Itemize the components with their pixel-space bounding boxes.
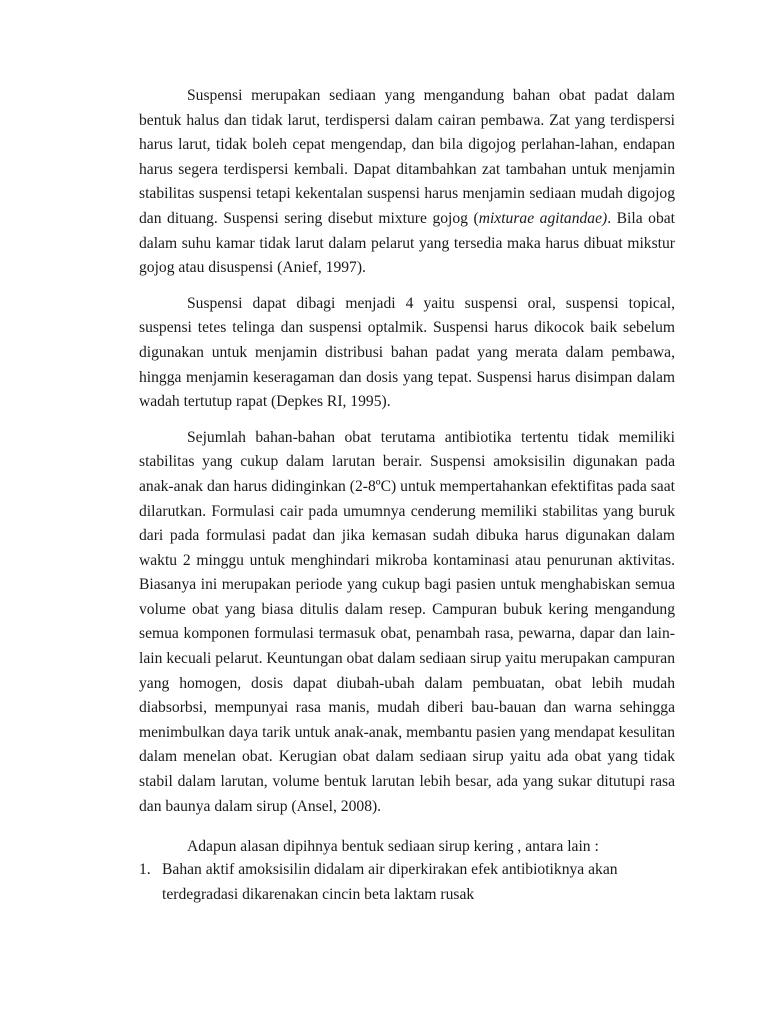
paragraph-suspensi-definition — [139, 84, 675, 281]
list-item-text: Bahan aktif amoksisilin didalam air diperkirakan efek antibiotiknya akan terdegradasi dikarenakan cincin beta laktam rusak — [162, 861, 618, 904]
list-item-number: 1. — [139, 861, 151, 879]
paragraph-antibiotic-stability: Sejumlah bahan-bahan obat terutama antibiotika tertentu tidak memiliki stabilitas yang cukup dalam larutan berair. Suspensi amoksisilin digunakan pada anak-anak dan harus didinginkan (2-8ºC) untuk mempertahankan efektifitas pada saat dilarutkan. Formulasi cair pada umumnya cenderung memiliki stabilitas yang buruk dari pada formulasi padat dan jika kemasan sudah dibuka harus digunakan dalam waktu 2 minggu untuk menghindari mikroba kontaminasi atau penurunan aktivitas. Biasanya ini merupakan periode yang cukup bagi pasien untuk menghabiskan semua volume obat yang biasa ditulis dalam resep. Campuran bubuk kering mengandung semua komponen formulasi termasuk obat, penambah rasa, pewarna, dapar dan lain-lain kecuali pelarut. Keuntungan obat dalam sediaan sirup yaitu merupakan campuran yang homogen, dosis dapat diubah-ubah dalam pembuatan, obat lebih mudah diabsorbsi, mempunyai rasa manis, mudah diberi bau-bauan dan warna sehingga menimbulkan daya tarik untuk anak-anak, membantu pasien yang mendapat kesulitan dalam menelan obat. Kerugian obat dalam sediaan sirup yaitu ada obat yang tidak stabil dalam larutan, volume bentuk larutan lebih besar, ada yang sukar ditutupi rasa dan baunya dalam sirup (Ansel, 2008). — [139, 428, 675, 815]
paragraph-suspensi-types: Suspensi dapat dibagi menjadi 4 yaitu suspensi oral, suspensi topical, suspensi tetes telinga dan suspensi optalmik. Suspensi harus dikocok baik sebelum digunakan untuk menjamin distribusi bahan padat yang merata dalam pembawa, hingga menjamin keseragaman dan dosis yang tepat. Suspensi harus disimpan dalam wadah tertutup rapat (Depkes RI, 1995). — [139, 294, 675, 411]
paragraph-italic-term: mixturae agitandae) — [478, 209, 608, 227]
document-body — [139, 84, 675, 907]
paragraph-reasons-intro: Adapun alasan dipihnya bentuk sediaan sirup kering , antara lain : — [187, 838, 599, 856]
list-item — [139, 857, 675, 907]
paragraph-text-part: . Bila obat dalam suhu kamar tidak larut dalam pelarut yang tersedia maka harus dibuat mikstur gojog atau disuspensi (Anief, 1997). — [139, 209, 676, 277]
paragraph-text-part: Suspensi merupakan sediaan yang mengandung bahan obat padat dalam bentuk halus dan tidak larut, terdispersi dalam cairan pembawa. Zat yang terdispersi harus larut, tidak boleh cepat mengendap, dan bila digojog perlahan-lahan, endapan harus segera terdispersi kembali. Dapat ditambahkan zat tambahan untuk menjamin stabilitas suspensi tetapi kekentalan suspensi harus menjamin sediaan mudah digojog dan dituang. Suspensi sering disebut mixture gojog ( — [139, 87, 675, 227]
reasons-list — [139, 857, 675, 907]
